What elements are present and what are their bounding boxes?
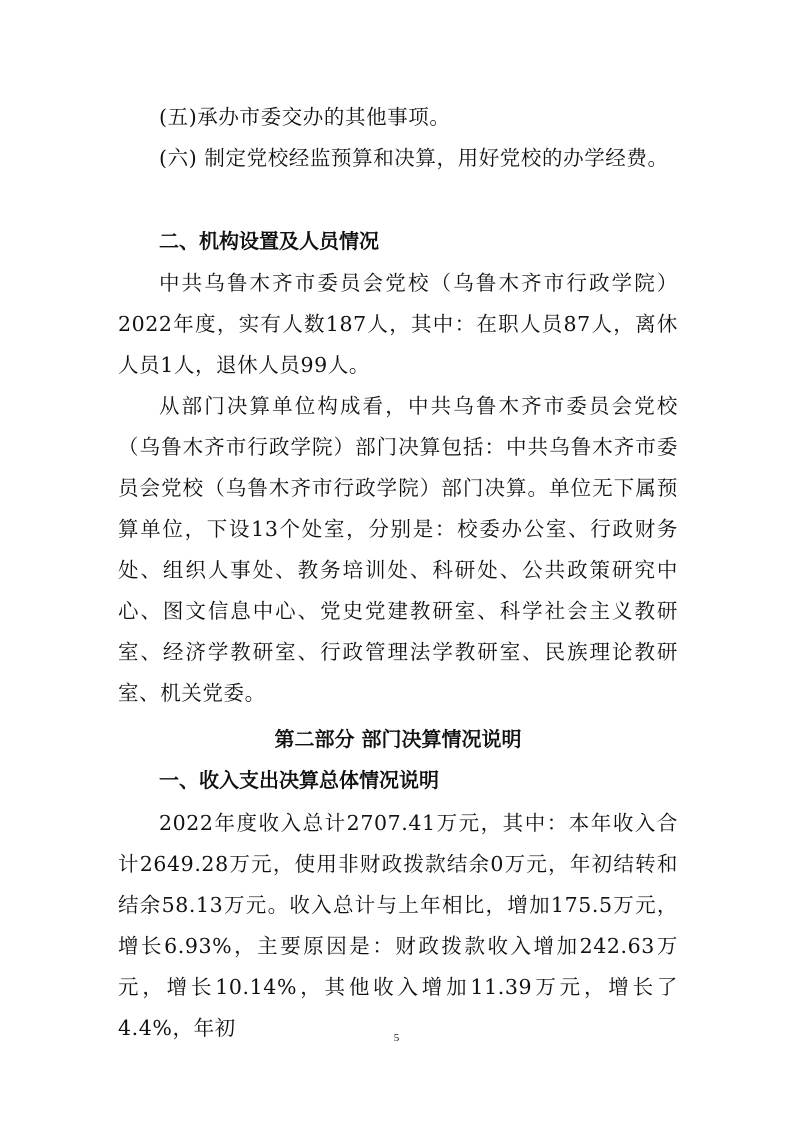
income-paragraph: 2022年度收入总计2707.41万元，其中：本年收入合计2649.28万元，使用非财政拨款结余0万元，年初结转和结余58.13万元。收入总计与上年相比，增加175.5万元，增长6.93%，主要原因是：财政拨款收入增加242.63万元，增长10.14%，其他收入增加11.39万元，增长了4.4%，年初: [118, 811, 678, 1040]
item-6-text: (六) 制定党校经监预算和决算，用好党校的办学经费。: [159, 146, 669, 170]
page-number: 5: [393, 1032, 400, 1044]
staff-paragraph: 中共乌鲁木齐市委员会党校（乌鲁木齐市行政学院）2022年度，实有人数187人，其中：在职人员87人，离休人员1人，退休人员99人。: [118, 271, 678, 377]
section-heading-organization: 二、机构设置及人员情况: [159, 229, 379, 253]
section-heading-income-expense: 一、收入支出决算总体情况说明: [159, 768, 439, 792]
part-two-title: 第二部分 部门决算情况说明: [274, 727, 522, 751]
item-5-text: (五)承办市委交办的其他事项。: [159, 105, 451, 129]
units-paragraph: 从部门决算单位构成看，中共乌鲁木齐市委员会党校（乌鲁木齐市行政学院）部门决算包括：中共乌鲁木齐市委员会党校（乌鲁木齐市行政学院）部门决算。单位无下属预算单位，下设13个处室，分别是：校委办公室、行政财务处、组织人事处、教务培训处、科研处、公共政策研究中心、图文信息中心、党史党建教研室、科学社会主义教研室、经济学教研室、行政管理法学教研室、民族理论教研室、机关党委。: [118, 394, 678, 705]
